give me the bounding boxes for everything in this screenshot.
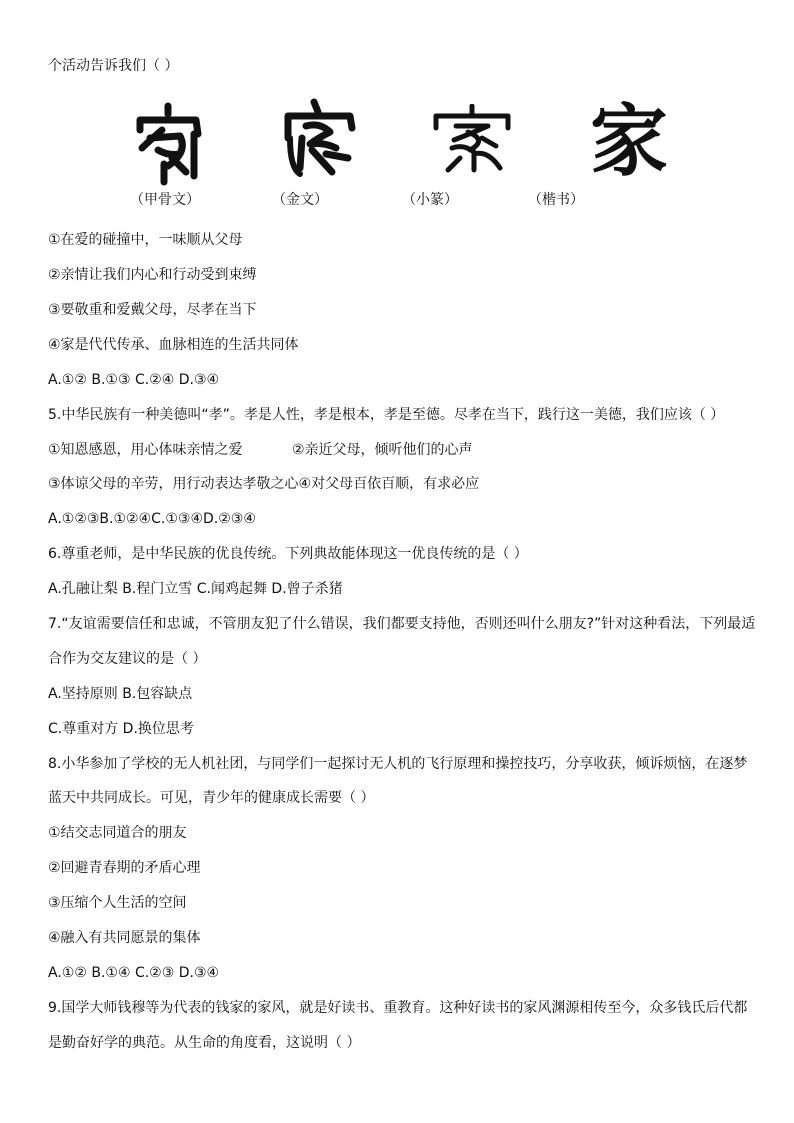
small-seal-jia-glyph xyxy=(430,104,514,174)
q8-choices: A.①② B.①④ C.②③ D.③④ xyxy=(48,965,220,981)
q5-stem: 5.中华民族有一种美德叫“孝”。孝是人性，孝是根本，孝是至德。尽孝在当下，践行这一美德，我们应该（ ） xyxy=(48,407,725,423)
q5-option-1: ①知恩感恩，用心体味亲情之爱 xyxy=(48,442,243,458)
q8-stem-line-1: 8.小华参加了学校的无人机社团，与同学们一起探讨无人机的飞行原理和操控技巧，分享收获，倾诉烦恼，在逐梦 xyxy=(48,756,748,772)
caption-regular-script: （楷书） xyxy=(528,192,584,208)
q4-option-4: ④家是代代传承、血脉相连的生活共同体 xyxy=(48,337,299,353)
q8-option-3: ③压缩个人生活的空间 xyxy=(48,895,187,911)
q7-choices-ab: A.坚持原则 B.包容缺点 xyxy=(48,686,193,702)
kaishu-char: 家 xyxy=(590,96,669,180)
q5-choices: A.①②③B.①②④C.①③④D.②③④ xyxy=(48,511,256,527)
q8-option-2: ②回避青春期的矛盾心理 xyxy=(48,860,201,876)
q5-option-2: ②亲近父母，倾听他们的心声 xyxy=(292,442,473,458)
q7-stem-line-2: 合作为交友建议的是（ ） xyxy=(48,651,207,667)
intro-line: 个活动告诉我们（ ） xyxy=(48,58,179,74)
q8-option-4: ④融入有共同愿景的集体 xyxy=(48,930,201,946)
q6-stem: 6.尊重老师，是中华民族的优良传统。下列典故能体现这一优良传统的是（ ） xyxy=(48,546,528,562)
q4-choices: A.①② B.①③ C.②④ D.③④ xyxy=(48,372,220,388)
q8-stem-line-2: 蓝天中共同成长。可见，青少年的健康成长需要（ ） xyxy=(48,790,375,806)
caption-small-seal: （小篆） xyxy=(402,192,458,208)
q4-option-3: ③要敬重和爱戴父母，尽孝在当下 xyxy=(48,302,257,318)
regular-script-jia-glyph xyxy=(588,96,670,180)
caption-bronze: （金文） xyxy=(272,192,328,208)
q4-option-2: ②亲情让我们内心和行动受到束缚 xyxy=(48,267,257,283)
q7-stem-line-1: 7.“友谊需要信任和忠诚，不管朋友犯了什么错误，我们都要支持他，否则还叫什么朋友?”针对这种看法，下列最适 xyxy=(48,616,756,632)
q5-option-3-4: ③体谅父母的辛劳，用行动表达孝敬之心④对父母百依百顺，有求必应 xyxy=(48,476,480,492)
q9-stem-line-2: 是勤奋好学的典范。从生命的角度看，这说明（ ） xyxy=(48,1035,361,1051)
q4-option-1: ①在爱的碰撞中，一味顺从父母 xyxy=(48,232,243,248)
q6-choices: A.孔融让梨 B.程门立雪 C.闻鸡起舞 D.曾子杀猪 xyxy=(48,581,343,597)
oracle-bone-jia-glyph xyxy=(128,100,210,186)
q7-choices-cd: C.尊重对方 D.换位思考 xyxy=(48,721,194,737)
caption-oracle-bone: （甲骨文） xyxy=(130,192,200,208)
q9-stem-line-1: 9.国学大师钱穆等为代表的钱家的家风，就是好读书、重教育。这种好读书的家风渊源相传至今，众多钱氏后代都 xyxy=(48,1000,748,1016)
q8-option-1: ①结交志同道合的朋友 xyxy=(48,825,187,841)
bronze-jia-glyph xyxy=(280,98,358,182)
